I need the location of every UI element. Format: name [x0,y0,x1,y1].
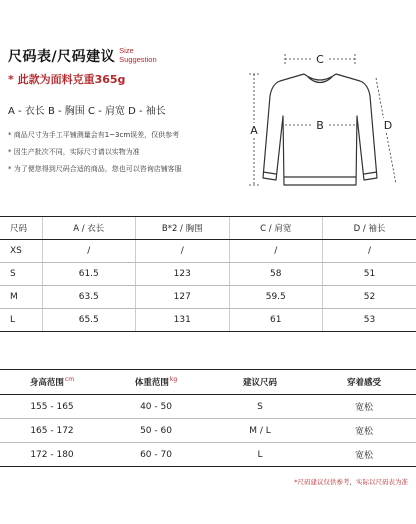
table-cell: 51 [323,263,416,286]
table-cell: L [0,309,42,332]
table-cell: 宽松 [312,395,416,419]
table-cell: XS [0,240,42,263]
header-fit: 穿着感受 [312,370,416,395]
table-cell: 63.5 [42,286,136,309]
header-height-label: 身高范围 [29,378,64,388]
table-cell: S [208,395,312,419]
table-cell: L [208,443,312,467]
label-b: B [316,119,324,132]
table-cell: 123 [136,263,230,286]
table-cell: 52 [323,286,416,309]
title-english-line-2: Suggestion [119,54,157,64]
table-cell: 宽松 [312,419,416,443]
table-cell: 50 - 60 [104,419,208,443]
label-c: C [316,53,324,66]
table-cell: / [136,240,230,263]
header-weight [104,370,208,395]
unit-cm: cm [64,376,75,383]
header-chest: B*2 / 胸围 [136,217,230,240]
table-cell: 61.5 [42,263,136,286]
header-weight-label: 体重范围 [134,378,169,388]
header-length: A / 衣长 [42,217,136,240]
table-row [0,309,416,332]
table-row [0,240,416,263]
table-cell: 宽松 [312,443,416,467]
title-row [8,46,157,66]
table-cell: M [0,286,42,309]
table-cell: 65.5 [42,309,136,332]
header-sleeve: D / 袖长 [323,217,416,240]
measurement-legend: A - 衣长 B - 胸围 C - 肩宽 D - 袖长 [8,106,166,117]
title-english [119,47,157,64]
table-cell: 58 [229,263,323,286]
table-row [0,395,416,419]
header-shoulder: C / 肩宽 [229,217,323,240]
header-recommended-size: 建议尺码 [208,370,312,395]
table-cell: / [229,240,323,263]
table-cell: / [42,240,136,263]
label-a: A [250,124,258,137]
table-cell: 131 [136,309,230,332]
label-d: D [383,119,393,132]
table-cell: 61 [229,309,323,332]
table-row [0,419,416,443]
table-cell: 59.5 [229,286,323,309]
header-size: 尺码 [0,217,42,240]
size-table-header [0,217,416,240]
table-cell: M / L [208,419,312,443]
table-cell: S [0,263,42,286]
table-cell: 165 - 172 [0,419,104,443]
note-item: * 商品尺寸为手工平铺测量会有1~3cm误差，仅供参考 [8,131,180,139]
table-cell: / [323,240,416,263]
sweater-diagram [232,44,408,194]
table-cell: 53 [323,309,416,332]
table-cell: 155 - 165 [0,395,104,419]
table-cell: 40 - 50 [104,395,208,419]
note-item: * 为了便您得到尺码合适的商品，您也可以咨询店铺客服 [8,165,182,173]
suggestion-table-header [0,370,416,395]
note-item: * 因生产批次不同，实际尺寸请以实物为准 [8,148,140,156]
table-row [0,286,416,309]
fabric-weight-note: * 此款为面料克重365g [8,73,126,86]
title-english-line-1: Size [119,46,134,55]
size-suggestion-table [0,369,416,467]
unit-kg: kg [169,376,178,383]
size-table [0,216,416,332]
notes-list [8,130,182,181]
footnote: *尺码建议仅供参考，实际以尺码表为准 [294,478,408,486]
table-cell: 127 [136,286,230,309]
header-height [0,370,104,395]
table-row [0,443,416,467]
page-title: 尺码表/尺码建议 [8,49,116,65]
table-row [0,263,416,286]
table-cell: 60 - 70 [104,443,208,467]
table-cell: 172 - 180 [0,443,104,467]
